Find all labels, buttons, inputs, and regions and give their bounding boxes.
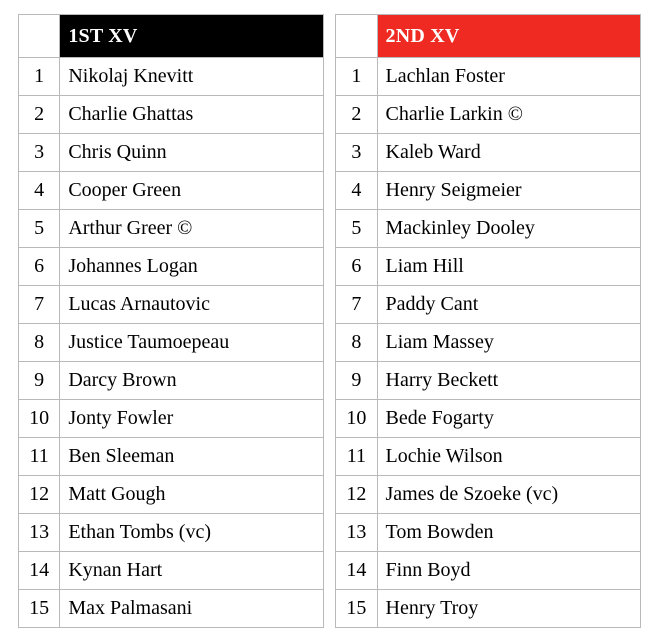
first-xv-player-name: Johannes Logan xyxy=(60,248,323,286)
table-row xyxy=(19,172,641,210)
first-xv-player-name: Max Palmasani xyxy=(60,590,323,628)
first-xv-player-name: Chris Quinn xyxy=(60,134,323,172)
second-xv-number: 4 xyxy=(336,172,377,210)
second-xv-player-name: Lochie Wilson xyxy=(377,438,640,476)
table-row xyxy=(19,476,641,514)
table-header-row xyxy=(19,15,641,58)
second-xv-player-name: Charlie Larkin © xyxy=(377,96,640,134)
second-xv-player-name: Kaleb Ward xyxy=(377,134,640,172)
first-xv-number: 4 xyxy=(19,172,60,210)
second-xv-number: 11 xyxy=(336,438,377,476)
first-xv-number: 3 xyxy=(19,134,60,172)
first-xv-player-name: Jonty Fowler xyxy=(60,400,323,438)
second-xv-number: 3 xyxy=(336,134,377,172)
second-xv-number: 1 xyxy=(336,58,377,96)
first-xv-number: 9 xyxy=(19,362,60,400)
second-xv-number: 10 xyxy=(336,400,377,438)
second-xv-player-name: Liam Massey xyxy=(377,324,640,362)
first-xv-number: 5 xyxy=(19,210,60,248)
column-gap xyxy=(323,514,335,552)
first-xv-number: 8 xyxy=(19,324,60,362)
header-blank-left xyxy=(19,15,60,58)
second-xv-player-name: Harry Beckett xyxy=(377,362,640,400)
table-row xyxy=(19,438,641,476)
first-xv-player-name: Lucas Arnautovic xyxy=(60,286,323,324)
second-xv-player-name: Henry Seigmeier xyxy=(377,172,640,210)
first-xv-player-name: Arthur Greer © xyxy=(60,210,323,248)
second-xv-player-name: Finn Boyd xyxy=(377,552,640,590)
second-xv-player-name: Liam Hill xyxy=(377,248,640,286)
second-xv-number: 6 xyxy=(336,248,377,286)
second-xv-number: 5 xyxy=(336,210,377,248)
first-xv-player-name: Darcy Brown xyxy=(60,362,323,400)
column-gap xyxy=(323,172,335,210)
second-xv-number: 2 xyxy=(336,96,377,134)
first-xv-number: 7 xyxy=(19,286,60,324)
second-xv-number: 12 xyxy=(336,476,377,514)
first-xv-number: 1 xyxy=(19,58,60,96)
table-row xyxy=(19,514,641,552)
second-xv-number: 15 xyxy=(336,590,377,628)
column-gap xyxy=(323,438,335,476)
column-gap xyxy=(323,286,335,324)
second-xv-number: 14 xyxy=(336,552,377,590)
first-xv-player-name: Charlie Ghattas xyxy=(60,96,323,134)
header-first-xv: 1ST XV xyxy=(60,15,323,58)
table-row xyxy=(19,400,641,438)
second-xv-player-name: Paddy Cant xyxy=(377,286,640,324)
table-row xyxy=(19,248,641,286)
second-xv-player-name: Henry Troy xyxy=(377,590,640,628)
column-gap xyxy=(323,58,335,96)
table-row xyxy=(19,324,641,362)
second-xv-player-name: Lachlan Foster xyxy=(377,58,640,96)
column-gap xyxy=(323,552,335,590)
second-xv-player-name: Mackinley Dooley xyxy=(377,210,640,248)
second-xv-number: 7 xyxy=(336,286,377,324)
table-body xyxy=(19,15,641,628)
table-row xyxy=(19,552,641,590)
column-gap xyxy=(323,590,335,628)
column-gap xyxy=(323,324,335,362)
header-gap xyxy=(323,15,335,58)
second-xv-number: 9 xyxy=(336,362,377,400)
first-xv-number: 2 xyxy=(19,96,60,134)
first-xv-number: 6 xyxy=(19,248,60,286)
header-second-xv: 2ND XV xyxy=(377,15,640,58)
first-xv-player-name: Justice Taumoepeau xyxy=(60,324,323,362)
second-xv-player-name: Tom Bowden xyxy=(377,514,640,552)
second-xv-player-name: James de Szoeke (vc) xyxy=(377,476,640,514)
column-gap xyxy=(323,134,335,172)
column-gap xyxy=(323,248,335,286)
team-lineup-table xyxy=(18,14,641,628)
first-xv-player-name: Kynan Hart xyxy=(60,552,323,590)
header-blank-right xyxy=(336,15,377,58)
column-gap xyxy=(323,96,335,134)
first-xv-number: 11 xyxy=(19,438,60,476)
table-row xyxy=(19,134,641,172)
first-xv-number: 12 xyxy=(19,476,60,514)
first-xv-player-name: Cooper Green xyxy=(60,172,323,210)
first-xv-number: 13 xyxy=(19,514,60,552)
first-xv-player-name: Ben Sleeman xyxy=(60,438,323,476)
column-gap xyxy=(323,210,335,248)
table-row xyxy=(19,96,641,134)
table-row xyxy=(19,58,641,96)
table-row xyxy=(19,362,641,400)
second-xv-number: 13 xyxy=(336,514,377,552)
column-gap xyxy=(323,400,335,438)
table-row xyxy=(19,286,641,324)
first-xv-player-name: Nikolaj Knevitt xyxy=(60,58,323,96)
first-xv-number: 14 xyxy=(19,552,60,590)
second-xv-number: 8 xyxy=(336,324,377,362)
column-gap xyxy=(323,362,335,400)
table-row xyxy=(19,210,641,248)
first-xv-number: 10 xyxy=(19,400,60,438)
column-gap xyxy=(323,476,335,514)
first-xv-player-name: Matt Gough xyxy=(60,476,323,514)
first-xv-player-name: Ethan Tombs (vc) xyxy=(60,514,323,552)
second-xv-player-name: Bede Fogarty xyxy=(377,400,640,438)
first-xv-number: 15 xyxy=(19,590,60,628)
table-row xyxy=(19,590,641,628)
